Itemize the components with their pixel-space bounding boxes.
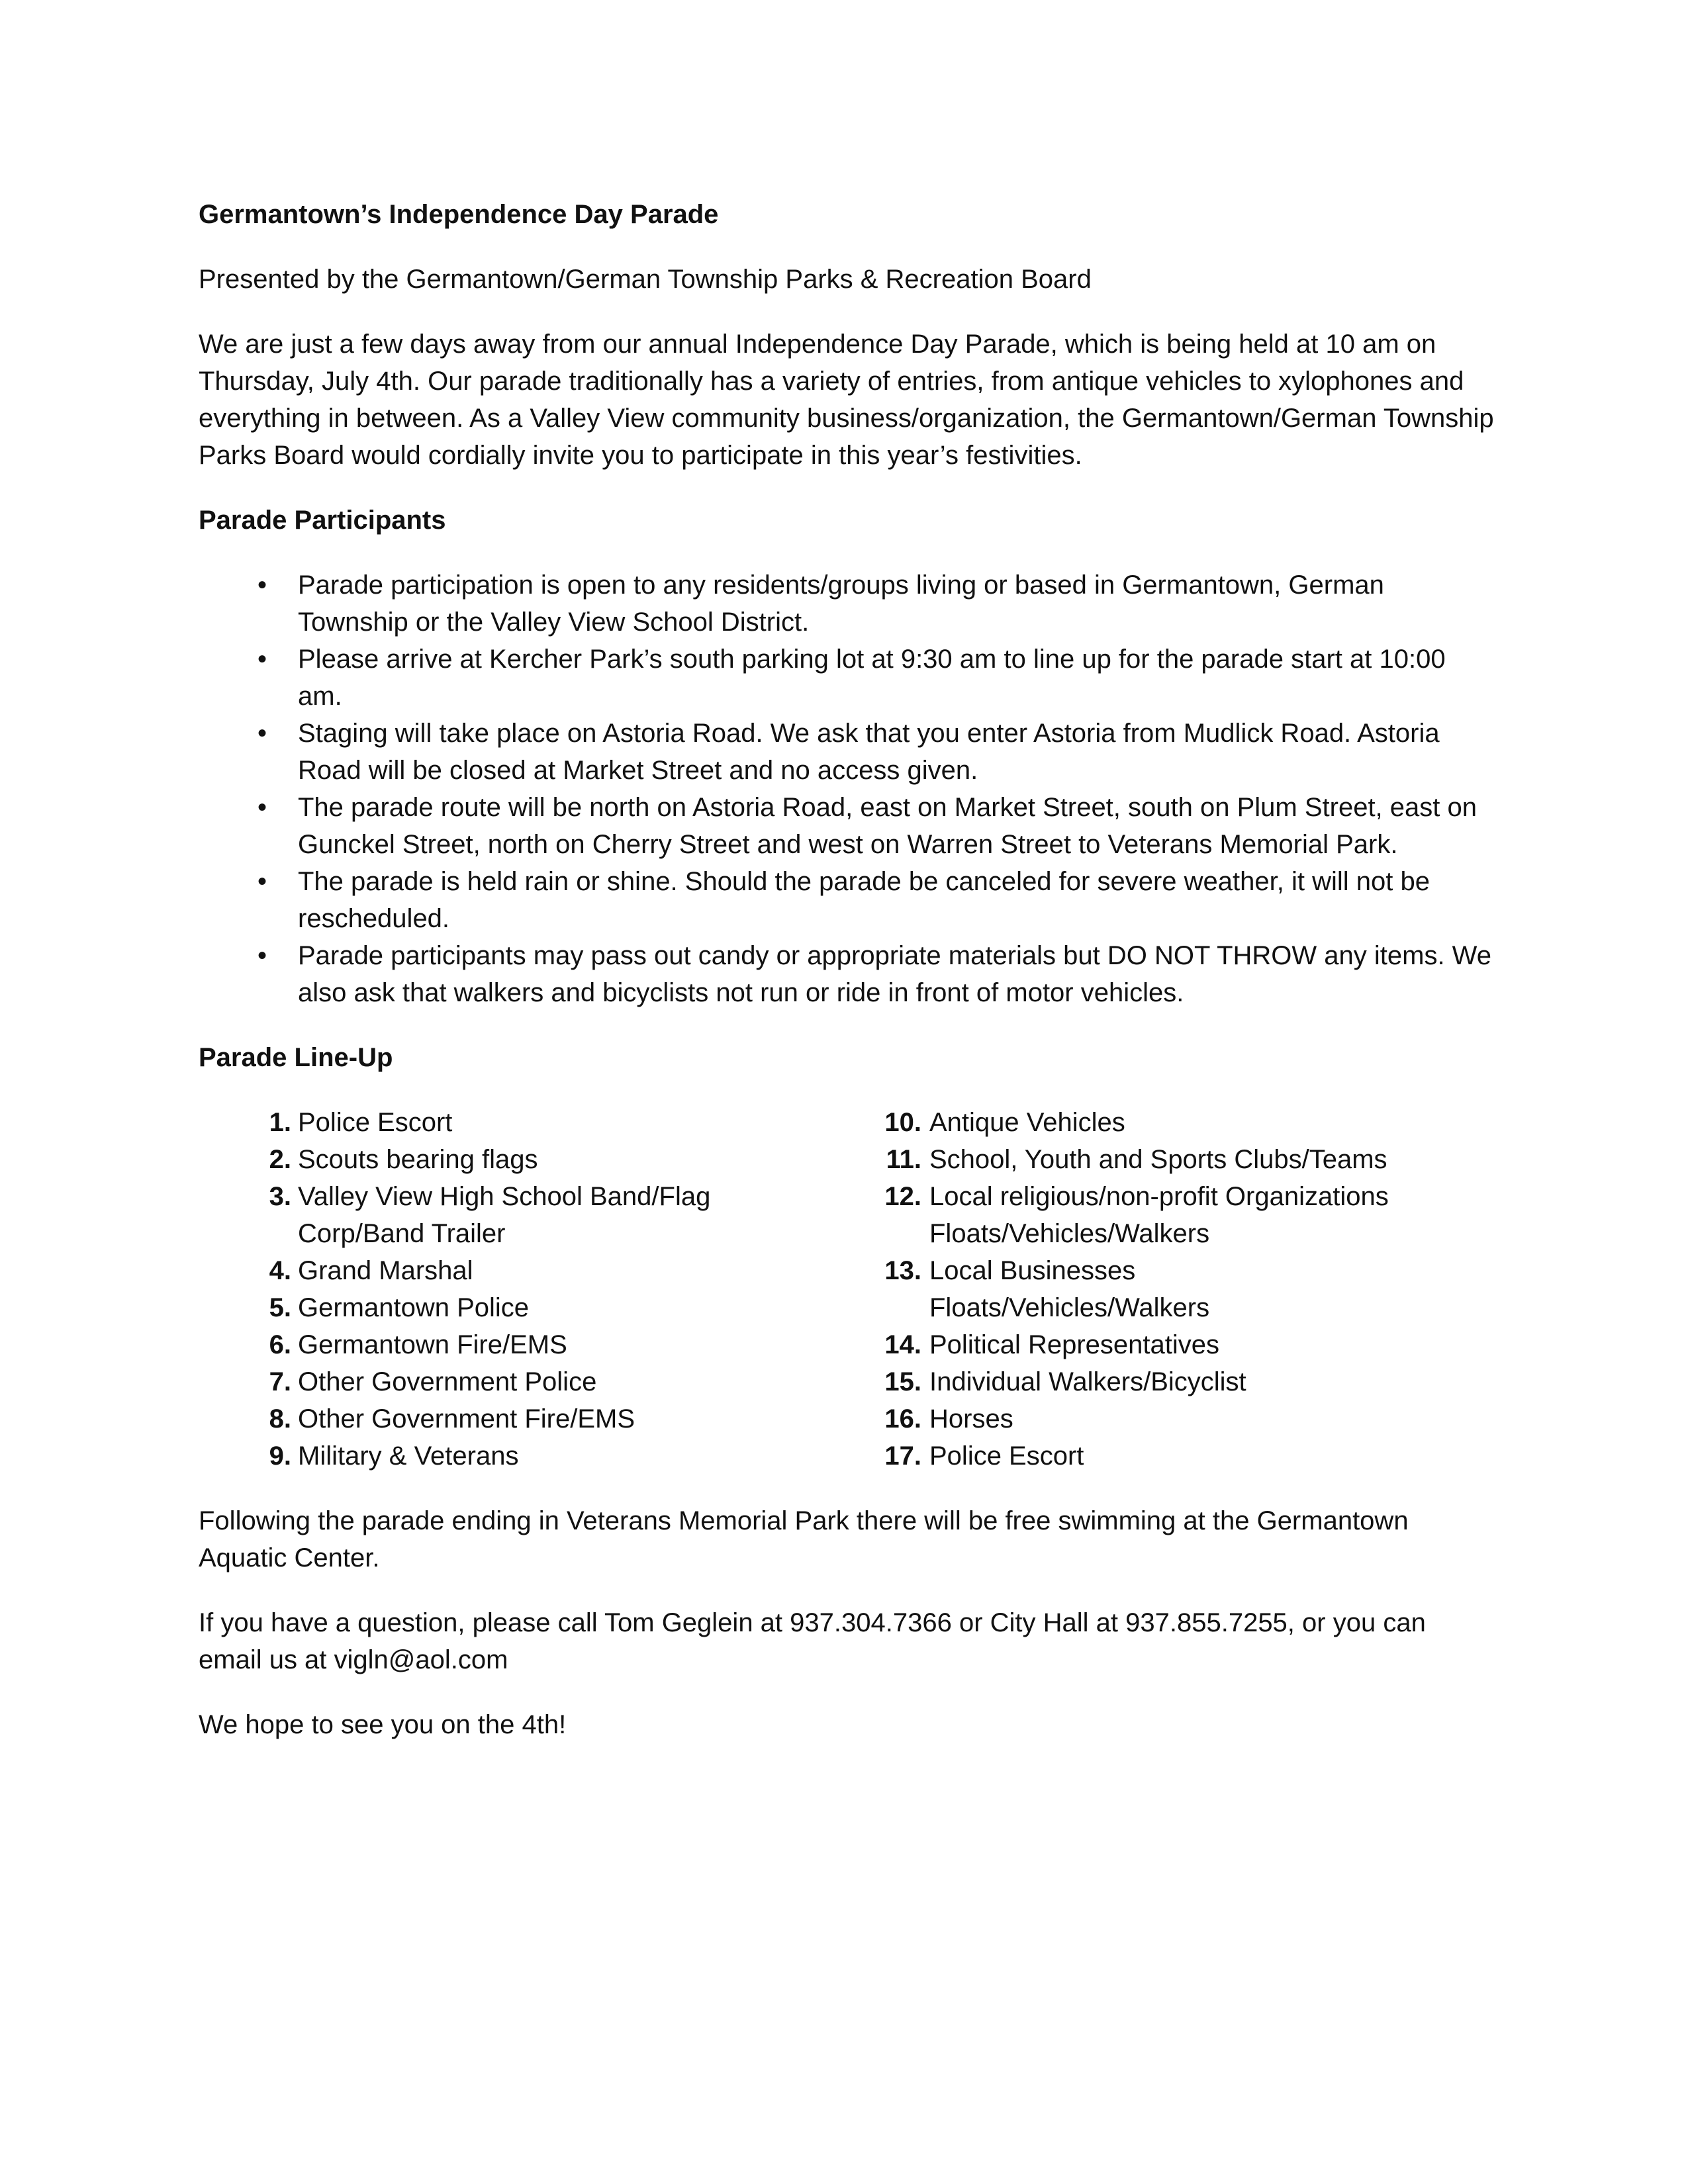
lineup-text: Germantown Police: [298, 1293, 530, 1322]
bullet-icon: •: [257, 719, 267, 748]
contact-paragraph: If you have a question, please call Tom Geglein at 937.304.7366 or City Hall at 937.855.7255, or you can email us at vigln@aol.com: [199, 1608, 1426, 1674]
lineup-number: 7.: [269, 1367, 291, 1396]
participants-item-text: The parade route will be north on Astoria Road, east on Market Street, south on Plum Street, east on Gunckel Street, north on Cherry Street and west on Warren Street to Veterans Memorial Park.: [298, 793, 1477, 859]
lineup-text: Political Representatives: [929, 1330, 1219, 1359]
lineup-text: Police Escort: [929, 1441, 1084, 1471]
participants-item-text: Parade participants may pass out candy or appropriate materials but DO NOT THROW any items. We also ask that walkers and bicyclists not run or ride in front of motor vehicles.: [298, 941, 1491, 1007]
lineup-text: Horses: [929, 1404, 1013, 1433]
closing-line: We hope to see you on the 4th!: [199, 1710, 567, 1739]
lineup-text: Scouts bearing flags: [298, 1145, 538, 1174]
participants-item-text: Parade participation is open to any residents/groups living or based in Germantown, German Township or the Valley View School District.: [298, 570, 1384, 637]
lineup-item: [199, 1289, 892, 1326]
lineup-text: Police Escort: [298, 1108, 453, 1137]
bullet-icon: •: [257, 570, 267, 600]
lineup-item: [199, 1104, 892, 1141]
lineup-item: [868, 1437, 1496, 1475]
document-page: [199, 196, 1496, 1743]
lineup-number: 10.: [884, 1108, 921, 1137]
bullet-icon: •: [257, 645, 267, 674]
lineup-number: 9.: [269, 1441, 291, 1471]
lineup-text: School, Youth and Sports Clubs/Teams: [929, 1145, 1387, 1174]
lineup-text: Local Businesses Floats/Vehicles/Walkers: [929, 1256, 1210, 1322]
lineup-item: [199, 1178, 892, 1252]
lineup-number: 11.: [886, 1145, 921, 1174]
lineup-heading: Parade Line-Up: [199, 1043, 393, 1072]
lineup-item: [868, 1252, 1496, 1326]
participants-list-item: [199, 789, 1496, 863]
lineup-number: 12.: [884, 1182, 921, 1211]
bullet-icon: •: [257, 941, 267, 970]
lineup-number: 13.: [884, 1256, 921, 1285]
lineup-item: [199, 1326, 892, 1363]
lineup-number: 8.: [269, 1404, 291, 1433]
lineup-number: 2.: [269, 1145, 291, 1174]
lineup-item: [199, 1141, 892, 1178]
participants-item-text: Staging will take place on Astoria Road. We ask that you enter Astoria from Mudlick Road. Astoria Road will be closed at Market Street and no access given.: [298, 719, 1440, 785]
presented-by-line: Presented by the Germantown/German Township Parks & Recreation Board: [199, 265, 1092, 294]
lineup-item: [199, 1363, 892, 1400]
lineup-columns: [199, 1104, 1496, 1475]
lineup-item: [199, 1400, 892, 1437]
lineup-item: [199, 1437, 892, 1475]
lineup-item: [868, 1363, 1496, 1400]
participants-item-text: Please arrive at Kercher Park’s south parking lot at 9:30 am to line up for the parade start at 10:00 am.: [298, 645, 1446, 711]
lineup-text: Grand Marshal: [298, 1256, 473, 1285]
bullet-icon: •: [257, 793, 267, 822]
participants-heading: Parade Participants: [199, 506, 446, 535]
participants-list-item: [199, 863, 1496, 937]
participants-list-item: [199, 937, 1496, 1011]
lineup-number: 6.: [269, 1330, 291, 1359]
lineup-number: 16.: [884, 1404, 921, 1433]
participants-item-text: The parade is held rain or shine. Should the parade be canceled for severe weather, it will not be rescheduled.: [298, 867, 1430, 933]
lineup-item: [868, 1178, 1496, 1252]
lineup-item: [868, 1141, 1496, 1178]
intro-paragraph: We are just a few days away from our annual Independence Day Parade, which is being held at 10 am on Thursday, July 4th. Our parade traditionally has a variety of entries, from antique vehicles to xylophones and everything in between. As a Valley View community business/organization, the Germantown/German Township Parks Board would cordially invite you to participate in this year’s festivities.: [199, 330, 1494, 470]
participants-list-item: [199, 567, 1496, 641]
participants-list-item: [199, 715, 1496, 789]
lineup-text: Military & Veterans: [298, 1441, 519, 1471]
lineup-number: 3.: [269, 1182, 291, 1211]
document-title: Germantown’s Independence Day Parade: [199, 200, 719, 229]
lineup-text: Other Government Police: [298, 1367, 597, 1396]
lineup-number: 14.: [884, 1330, 921, 1359]
lineup-item: [868, 1326, 1496, 1363]
lineup-text: Germantown Fire/EMS: [298, 1330, 567, 1359]
participants-list-item: [199, 641, 1496, 715]
participants-list: [199, 567, 1496, 1011]
lineup-number: 17.: [884, 1441, 921, 1471]
lineup-number: 1.: [269, 1108, 291, 1137]
lineup-item: [868, 1400, 1496, 1437]
lineup-number: 5.: [269, 1293, 291, 1322]
lineup-text: Antique Vehicles: [929, 1108, 1125, 1137]
lineup-text: Individual Walkers/Bicyclist: [929, 1367, 1246, 1396]
lineup-item: [868, 1104, 1496, 1141]
lineup-number: 4.: [269, 1256, 291, 1285]
lineup-number: 15.: [884, 1367, 921, 1396]
lineup-item: [199, 1252, 892, 1289]
following-paragraph: Following the parade ending in Veterans Memorial Park there will be free swimming at the Germantown Aquatic Center.: [199, 1506, 1409, 1572]
lineup-text: Other Government Fire/EMS: [298, 1404, 635, 1433]
lineup-text: Valley View High School Band/Flag Corp/Band Trailer: [298, 1182, 711, 1248]
bullet-icon: •: [257, 867, 267, 896]
lineup-list-right: [884, 1104, 1496, 1475]
lineup-text: Local religious/non-profit Organizations Floats/Vehicles/Walkers: [929, 1182, 1389, 1248]
lineup-list-left: [199, 1104, 892, 1475]
